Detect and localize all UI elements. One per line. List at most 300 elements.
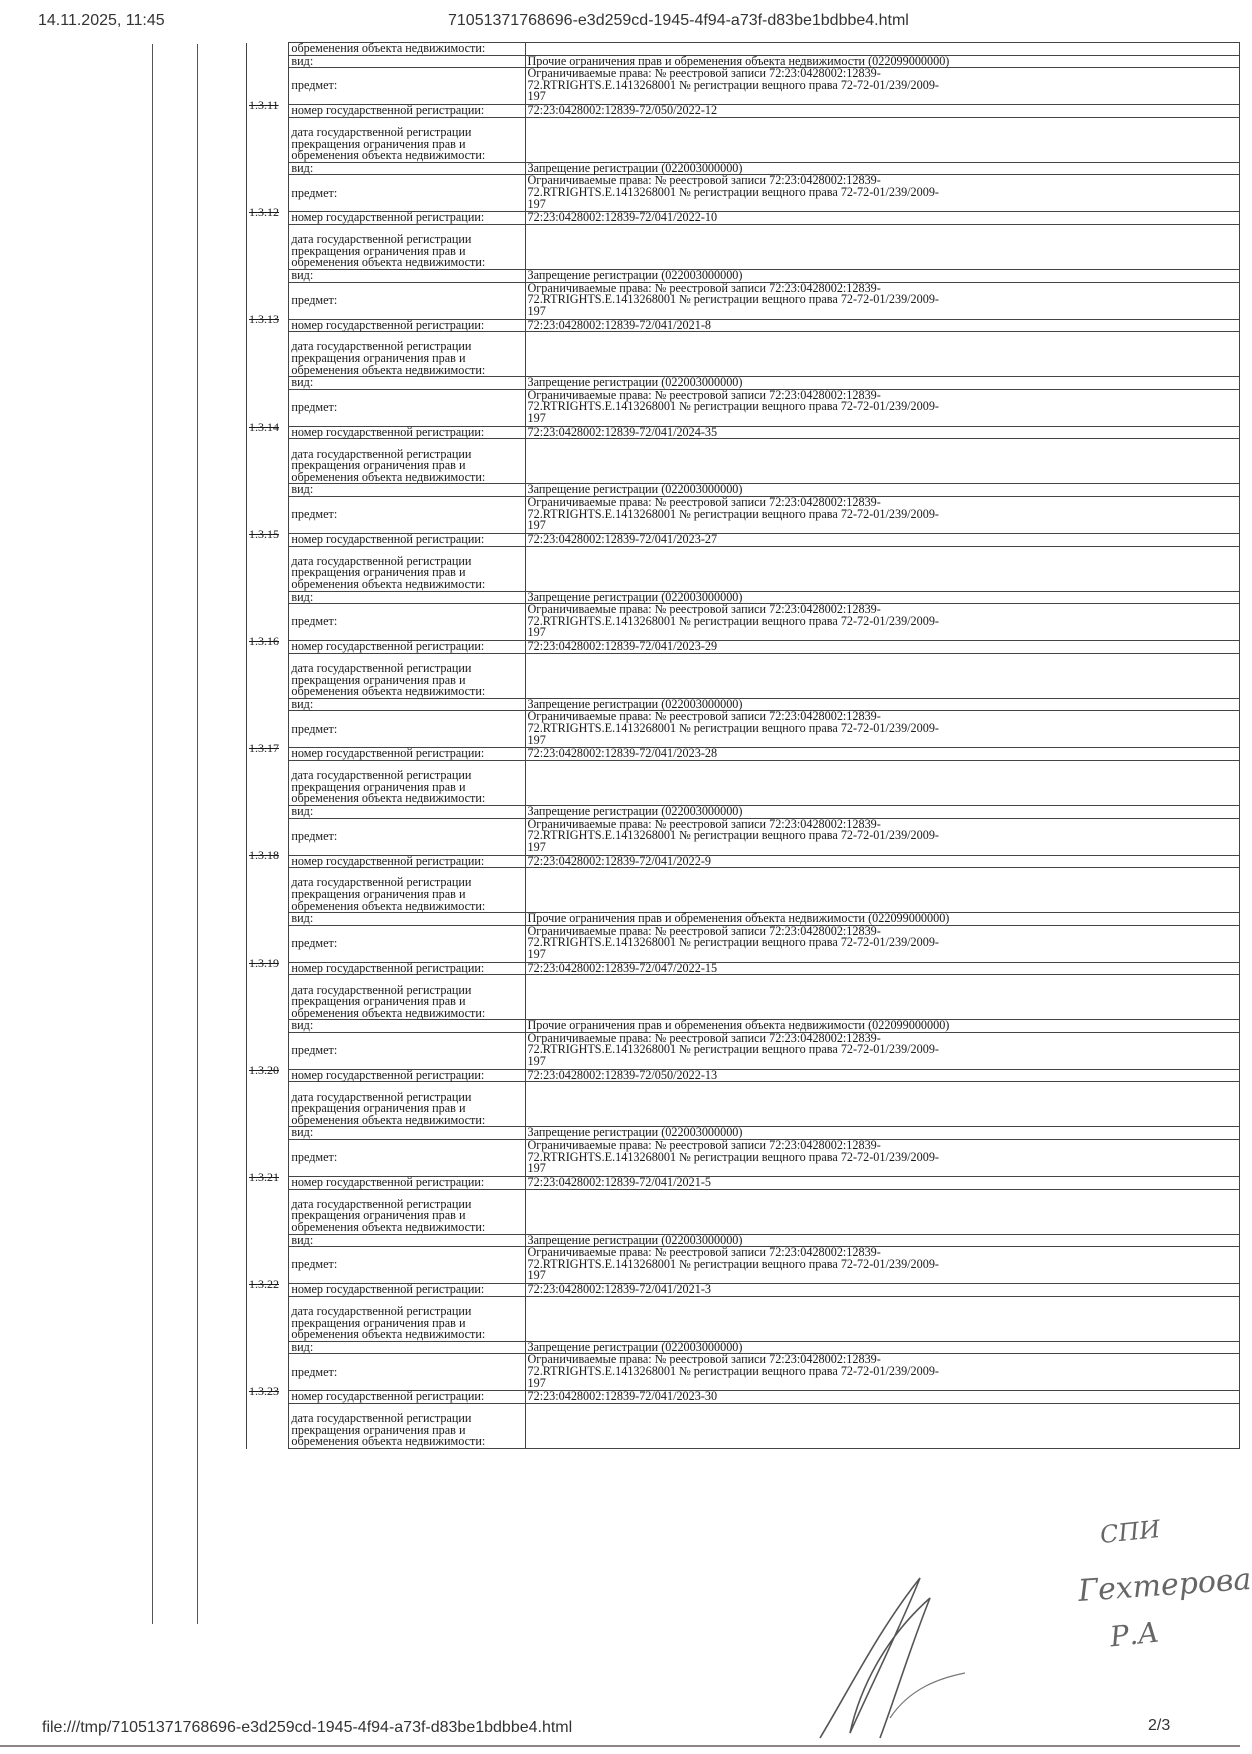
- data-value: [525, 224, 1240, 269]
- predmet-line: Ограничиваемые права: № реестровой записи 72:23:0428002:12839-: [527, 602, 881, 617]
- record-predmet-row: [247, 1354, 1240, 1391]
- predmet-label: предмет:: [289, 711, 525, 748]
- record-number-cell: [247, 1177, 289, 1190]
- vid-value: Прочие ограничения прав и обременения объекта недвижимости (022099000000): [525, 55, 1240, 68]
- handwritten-initials: Р.А: [1108, 1615, 1161, 1654]
- data-label-line: прекращения ограничения прав и: [291, 136, 466, 151]
- record-number-cell: [247, 1296, 289, 1341]
- record-nomer-row: [247, 748, 1240, 761]
- vid-value: Прочие ограничения прав и обременения объекта недвижимости (022099000000): [525, 1020, 1240, 1033]
- data-label-line: прекращения ограничения прав и: [291, 1208, 466, 1223]
- data-label: [289, 117, 525, 162]
- record-number-cell: [247, 760, 289, 805]
- vid-label: вид:: [289, 1341, 525, 1354]
- data-label: [289, 760, 525, 805]
- record-number-cell: [247, 55, 289, 68]
- vid-label: вид:: [289, 591, 525, 604]
- predmet-line: 197: [527, 839, 546, 854]
- predmet-value: [525, 1247, 1240, 1284]
- nomer-value: 72:23:0428002:12839-72/050/2022-12: [525, 105, 1240, 118]
- record-data-row: [247, 1404, 1240, 1449]
- record-number-cell: [247, 962, 289, 975]
- record-number: 1.3.13: [249, 312, 279, 327]
- record-number: 1.3.16: [249, 634, 279, 649]
- nomer-label: номер государственной регистрации:: [289, 426, 525, 439]
- data-label-line: прекращения ограничения прав и: [291, 779, 466, 794]
- predmet-line: Ограничиваемые права: № реестровой записи 72:23:0428002:12839-: [527, 923, 881, 938]
- nomer-label: номер государственной регистрации:: [289, 212, 525, 225]
- data-label-line: дата государственной регистрации: [291, 1089, 472, 1104]
- data-value: [525, 1296, 1240, 1341]
- nomer-value: 72:23:0428002:12839-72/041/2022-9: [525, 855, 1240, 868]
- record-number-cell: [247, 748, 289, 761]
- nomer-value: 72:23:0428002:12839-72/041/2024-35: [525, 426, 1240, 439]
- data-label-line: обременения объекта недвижимости:: [291, 148, 486, 163]
- data-value: [525, 1189, 1240, 1234]
- predmet-label: предмет:: [289, 1354, 525, 1391]
- predmet-value: [525, 818, 1240, 855]
- vid-label: вид:: [289, 1020, 525, 1033]
- data-label-line: обременения объекта недвижимости:: [291, 362, 486, 377]
- signature-mark: [790, 1568, 970, 1748]
- record-predmet-row: [247, 1247, 1240, 1284]
- vid-value: Запрещение регистрации (022003000000): [525, 1127, 1240, 1140]
- predmet-value: [525, 175, 1240, 212]
- predmet-line: Ограничиваемые права: № реестровой записи 72:23:0428002:12839-: [527, 709, 881, 724]
- record-number: 1.3.15: [249, 526, 279, 541]
- record-nomer-row: [247, 1069, 1240, 1082]
- record-number-cell: [247, 377, 289, 390]
- predmet-line: 197: [527, 196, 546, 211]
- record-number-cell: [247, 1234, 289, 1247]
- record-predmet-row: [247, 175, 1240, 212]
- predmet-line: 72.RTRIGHTS.E.1413268001 № регистрации вещного права 72-72-01/239/2009-: [527, 828, 939, 843]
- record-predmet-row: [247, 68, 1240, 105]
- data-value: [525, 653, 1240, 698]
- data-label-line: прекращения ограничения прав и: [291, 1101, 466, 1116]
- vid-value: Запрещение регистрации (022003000000): [525, 1234, 1240, 1247]
- data-label-line: обременения объекта недвижимости:: [291, 1005, 486, 1020]
- record-predmet-row: [247, 711, 1240, 748]
- record-number: 1.3.21: [249, 1169, 279, 1184]
- record-number-cell: [247, 546, 289, 591]
- record-number-cell: [247, 175, 289, 220]
- record-number-cell: [247, 496, 289, 541]
- data-value: [525, 1404, 1240, 1449]
- record-nomer-row: [247, 1177, 1240, 1190]
- record-number-cell: [247, 698, 289, 711]
- predmet-line: 72.RTRIGHTS.E.1413268001 № регистрации вещного права 72-72-01/239/2009-: [527, 184, 939, 199]
- data-label-line: дата государственной регистрации: [291, 125, 472, 139]
- print-datetime: 14.11.2025, 11:45: [38, 12, 165, 29]
- data-label: [289, 1404, 525, 1449]
- record-data-row: [247, 546, 1240, 591]
- data-label-line: прекращения ограничения прав и: [291, 458, 466, 473]
- vid-value: Запрещение регистрации (022003000000): [525, 1341, 1240, 1354]
- predmet-label: предмет:: [289, 1140, 525, 1177]
- record-number-cell: [247, 1284, 289, 1297]
- predmet-value: [525, 604, 1240, 641]
- data-value: [525, 760, 1240, 805]
- record-nomer-row: [247, 641, 1240, 654]
- record-number-cell: [247, 162, 289, 175]
- record-number-cell: [247, 282, 289, 327]
- data-label-line: дата государственной регистрации: [291, 446, 472, 461]
- record-nomer-row: [247, 1284, 1240, 1297]
- predmet-line: 72.RTRIGHTS.E.1413268001 № регистрации вещного права 72-72-01/239/2009-: [527, 1256, 939, 1271]
- record-number-cell: [247, 1341, 289, 1354]
- record-nomer-row: [247, 533, 1240, 546]
- predmet-line: Ограничиваемые права: № реестровой записи 72:23:0428002:12839-: [527, 173, 881, 188]
- predmet-label: предмет:: [289, 925, 525, 962]
- predmet-value: [525, 496, 1240, 533]
- nomer-label: номер государственной регистрации:: [289, 1391, 525, 1404]
- record-number-cell: [247, 653, 289, 698]
- record-data-row: [247, 224, 1240, 269]
- data-label: [289, 332, 525, 377]
- data-label-line: дата государственной регистрации: [291, 660, 472, 675]
- predmet-line: Ограничиваемые права: № реестровой записи 72:23:0428002:12839-: [527, 280, 881, 295]
- data-label-line: дата государственной регистрации: [291, 1304, 472, 1319]
- nomer-label: номер государственной регистрации:: [289, 533, 525, 546]
- record-data-row: [247, 868, 1240, 913]
- record-data-row: [247, 653, 1240, 698]
- margin-line-right: [197, 44, 198, 1624]
- predmet-value: [525, 1140, 1240, 1177]
- record-number: 1.3.17: [249, 741, 279, 756]
- record-number-cell: [247, 1247, 289, 1292]
- record-number-cell: [247, 332, 289, 377]
- top-fragment-label: обременения объекта недвижимости:: [289, 43, 525, 56]
- record-data-row: [247, 1082, 1240, 1127]
- handwritten-note: СПИ: [1098, 1514, 1162, 1550]
- data-label: [289, 546, 525, 591]
- data-label: [289, 975, 525, 1020]
- record-number-cell: [247, 224, 289, 269]
- record-nomer-row: [247, 855, 1240, 868]
- record-number-cell: [247, 212, 289, 225]
- handwritten-name: Гехтерова: [1076, 1561, 1252, 1610]
- data-label-line: обременения объекта недвижимости:: [291, 684, 486, 699]
- margin-line-left: [152, 44, 153, 1624]
- record-data-row: [247, 439, 1240, 484]
- data-label-line: дата государственной регистрации: [291, 875, 472, 890]
- data-label: [289, 653, 525, 698]
- record-number: 1.3.20: [249, 1062, 279, 1077]
- predmet-value: [525, 282, 1240, 319]
- record-number-cell: [247, 1404, 289, 1449]
- data-label-line: обременения объекта недвижимости:: [291, 1434, 486, 1449]
- predmet-line: Ограничиваемые права: № реестровой записи 72:23:0428002:12839-: [527, 1245, 881, 1260]
- record-number-cell: [247, 591, 289, 604]
- nomer-value: 72:23:0428002:12839-72/050/2022-13: [525, 1069, 1240, 1082]
- data-label-line: прекращения ограничения прав и: [291, 243, 466, 258]
- predmet-label: предмет:: [289, 175, 525, 212]
- data-label-line: обременения объекта недвижимости:: [291, 898, 486, 913]
- data-value: [525, 117, 1240, 162]
- record-number-cell: [247, 269, 289, 282]
- print-url: file:///tmp/71051371768696-e3d259cd-1945-4f94-a73f-d83be1bdbbe4.html: [42, 1719, 573, 1736]
- record-predmet-row: [247, 604, 1240, 641]
- record-number-cell: [247, 1189, 289, 1234]
- nomer-value: 72:23:0428002:12839-72/041/2021-8: [525, 319, 1240, 332]
- vid-label: вид:: [289, 162, 525, 175]
- predmet-line: 197: [527, 625, 546, 640]
- data-value: [525, 546, 1240, 591]
- nomer-label: номер государственной регистрации:: [289, 641, 525, 654]
- data-label-line: обременения объекта недвижимости:: [291, 1327, 486, 1342]
- record-number-cell: [247, 855, 289, 868]
- record-number-cell: [247, 1069, 289, 1082]
- record-number-cell: [247, 319, 289, 332]
- record-number-cell: [247, 1082, 289, 1127]
- encumbrance-table: [246, 42, 1240, 1449]
- bottom-rule: [0, 1745, 1240, 1747]
- predmet-label: предмет:: [289, 389, 525, 426]
- record-data-row: [247, 117, 1240, 162]
- record-number-cell: [247, 805, 289, 818]
- data-label-line: дата государственной регистрации: [291, 339, 472, 354]
- data-value: [525, 868, 1240, 913]
- data-label-line: обременения объекта недвижимости:: [291, 1112, 486, 1127]
- predmet-line: Ограничиваемые права: № реестровой записи 72:23:0428002:12839-: [527, 1352, 881, 1367]
- record-predmet-row: [247, 1140, 1240, 1177]
- predmet-line: 72.RTRIGHTS.E.1413268001 № регистрации вещного права 72-72-01/239/2009-: [527, 1042, 939, 1057]
- nomer-value: 72:23:0428002:12839-72/041/2023-29: [525, 641, 1240, 654]
- record-nomer-row: [247, 962, 1240, 975]
- data-label-line: прекращения ограничения прав и: [291, 350, 466, 365]
- record-number-cell: [247, 1354, 289, 1399]
- predmet-line: Ограничиваемые права: № реестровой записи 72:23:0428002:12839-: [527, 1030, 881, 1045]
- nomer-label: номер государственной регистрации:: [289, 105, 525, 118]
- data-value: [525, 1082, 1240, 1127]
- data-label-line: дата государственной регистрации: [291, 768, 472, 783]
- data-label: [289, 224, 525, 269]
- data-label-line: прекращения ограничения прав и: [291, 565, 466, 580]
- predmet-line: Ограничиваемые права: № реестровой записи 72:23:0428002:12839-: [527, 66, 881, 81]
- record-predmet-row: [247, 1032, 1240, 1069]
- data-label-line: обременения объекта недвижимости:: [291, 791, 486, 806]
- nomer-label: номер государственной регистрации:: [289, 855, 525, 868]
- predmet-value: [525, 1354, 1240, 1391]
- record-number: 1.3.18: [249, 848, 279, 863]
- predmet-label: предмет:: [289, 68, 525, 105]
- predmet-line: Ограничиваемые права: № реестровой записи 72:23:0428002:12839-: [527, 1138, 881, 1153]
- record-number: 1.3.22: [249, 1277, 279, 1292]
- record-number-cell: [247, 1032, 289, 1077]
- predmet-line: 197: [527, 518, 546, 533]
- print-filename: 71051371768696-e3d259cd-1945-4f94-a73f-d83be1bdbbe4.html: [448, 12, 909, 29]
- data-label: [289, 1296, 525, 1341]
- data-label-line: прекращения ограничения прав и: [291, 672, 466, 687]
- record-number: 1.3.14: [249, 419, 279, 434]
- data-label-line: обременения объекта недвижимости:: [291, 469, 486, 484]
- predmet-line: 197: [527, 89, 546, 104]
- data-label-line: прекращения ограничения прав и: [291, 886, 466, 901]
- vid-value: Прочие ограничения прав и обременения объекта недвижимости (022099000000): [525, 913, 1240, 926]
- record-number-cell: [247, 484, 289, 497]
- predmet-line: 72.RTRIGHTS.E.1413268001 № регистрации вещного права 72-72-01/239/2009-: [527, 77, 939, 92]
- nomer-value: 72:23:0428002:12839-72/041/2021-3: [525, 1284, 1240, 1297]
- data-value: [525, 975, 1240, 1020]
- vid-label: вид:: [289, 913, 525, 926]
- predmet-value: [525, 925, 1240, 962]
- vid-label: вид:: [289, 1234, 525, 1247]
- vid-label: вид:: [289, 698, 525, 711]
- predmet-line: 197: [527, 1375, 546, 1390]
- record-number: 1.3.12: [249, 205, 279, 220]
- predmet-line: 72.RTRIGHTS.E.1413268001 № регистрации вещного права 72-72-01/239/2009-: [527, 613, 939, 628]
- record-number: 1.3.19: [249, 955, 279, 970]
- predmet-line: 197: [527, 732, 546, 747]
- vid-value: Запрещение регистрации (022003000000): [525, 805, 1240, 818]
- nomer-value: 72:23:0428002:12839-72/041/2021-5: [525, 1177, 1240, 1190]
- predmet-line: Ограничиваемые права: № реестровой записи 72:23:0428002:12839-: [527, 494, 881, 509]
- predmet-value: [525, 711, 1240, 748]
- predmet-line: 197: [527, 946, 546, 961]
- record-nomer-row: [247, 319, 1240, 332]
- record-nomer-row: [247, 426, 1240, 439]
- data-label-line: прекращения ограничения прав и: [291, 994, 466, 1009]
- data-value: [525, 332, 1240, 377]
- record-number-cell: [247, 439, 289, 484]
- data-label-line: обременения объекта недвижимости:: [291, 1220, 486, 1235]
- record-number-cell: [247, 1020, 289, 1033]
- predmet-value: [525, 389, 1240, 426]
- nomer-value: 72:23:0428002:12839-72/041/2023-27: [525, 533, 1240, 546]
- predmet-value: [525, 68, 1240, 105]
- record-number: 1.3.23: [249, 1384, 279, 1399]
- record-number: 1.3.11: [249, 98, 279, 113]
- record-number-cell: [247, 117, 289, 162]
- record-number-cell: [247, 43, 289, 56]
- record-data-row: [247, 975, 1240, 1020]
- record-number-cell: [247, 389, 289, 434]
- data-label: [289, 439, 525, 484]
- record-number-cell: [247, 975, 289, 1020]
- nomer-label: номер государственной регистрации:: [289, 962, 525, 975]
- nomer-value: 72:23:0428002:12839-72/041/2023-30: [525, 1391, 1240, 1404]
- predmet-line: 72.RTRIGHTS.E.1413268001 № регистрации вещного права 72-72-01/239/2009-: [527, 292, 939, 307]
- nomer-value: 72:23:0428002:12839-72/047/2022-15: [525, 962, 1240, 975]
- data-value: [525, 439, 1240, 484]
- record-nomer-row: [247, 212, 1240, 225]
- data-label: [289, 868, 525, 913]
- data-label-line: дата государственной регистрации: [291, 553, 472, 568]
- data-label: [289, 1189, 525, 1234]
- nomer-label: номер государственной регистрации:: [289, 319, 525, 332]
- vid-label: вид:: [289, 269, 525, 282]
- data-label-line: прекращения ограничения прав и: [291, 1422, 466, 1437]
- record-number-cell: [247, 1127, 289, 1140]
- data-label-line: дата государственной регистрации: [291, 1411, 472, 1426]
- record-number-cell: [247, 533, 289, 546]
- vid-label: вид:: [289, 377, 525, 390]
- vid-value: Запрещение регистрации (022003000000): [525, 698, 1240, 711]
- vid-value: Запрещение регистрации (022003000000): [525, 591, 1240, 604]
- record-nomer-row: [247, 1391, 1240, 1404]
- data-label-line: обременения объекта недвижимости:: [291, 255, 486, 270]
- predmet-line: 197: [527, 410, 546, 425]
- data-label-line: обременения объекта недвижимости:: [291, 576, 486, 591]
- predmet-line: Ограничиваемые права: № реестровой записи 72:23:0428002:12839-: [527, 387, 881, 402]
- record-predmet-row: [247, 282, 1240, 319]
- record-data-row: [247, 760, 1240, 805]
- vid-value: Запрещение регистрации (022003000000): [525, 162, 1240, 175]
- predmet-label: предмет:: [289, 1032, 525, 1069]
- predmet-line: 72.RTRIGHTS.E.1413268001 № регистрации вещного права 72-72-01/239/2009-: [527, 720, 939, 735]
- nomer-label: номер государственной регистрации:: [289, 748, 525, 761]
- data-label-line: дата государственной регистрации: [291, 1196, 472, 1211]
- predmet-value: [525, 1032, 1240, 1069]
- record-predmet-row: [247, 818, 1240, 855]
- record-number-cell: [247, 913, 289, 926]
- data-label-line: дата государственной регистрации: [291, 232, 472, 247]
- record-number-cell: [247, 426, 289, 439]
- record-nomer-row: [247, 105, 1240, 118]
- record-data-row: [247, 1296, 1240, 1341]
- predmet-line: 72.RTRIGHTS.E.1413268001 № регистрации вещного права 72-72-01/239/2009-: [527, 1149, 939, 1164]
- vid-label: вид:: [289, 805, 525, 818]
- record-number-cell: [247, 105, 289, 118]
- record-number-cell: [247, 711, 289, 756]
- predmet-line: 72.RTRIGHTS.E.1413268001 № регистрации вещного права 72-72-01/239/2009-: [527, 1364, 939, 1379]
- record-number-cell: [247, 641, 289, 654]
- record-data-row: [247, 1189, 1240, 1234]
- nomer-label: номер государственной регистрации:: [289, 1069, 525, 1082]
- predmet-label: предмет:: [289, 1247, 525, 1284]
- record-number-cell: [247, 604, 289, 649]
- predmet-line: 197: [527, 303, 546, 318]
- predmet-line: 72.RTRIGHTS.E.1413268001 № регистрации вещного права 72-72-01/239/2009-: [527, 506, 939, 521]
- record-number-cell: [247, 868, 289, 913]
- record-number-cell: [247, 68, 289, 113]
- record-data-row: [247, 332, 1240, 377]
- record-predmet-row: [247, 925, 1240, 962]
- vid-value: Запрещение регистрации (022003000000): [525, 484, 1240, 497]
- predmet-line: 72.RTRIGHTS.E.1413268001 № регистрации вещного права 72-72-01/239/2009-: [527, 399, 939, 414]
- nomer-label: номер государственной регистрации:: [289, 1177, 525, 1190]
- nomer-value: 72:23:0428002:12839-72/041/2023-28: [525, 748, 1240, 761]
- nomer-label: номер государственной регистрации:: [289, 1284, 525, 1297]
- predmet-line: 72.RTRIGHTS.E.1413268001 № регистрации вещного права 72-72-01/239/2009-: [527, 935, 939, 950]
- data-label-line: дата государственной регистрации: [291, 982, 472, 997]
- data-label-line: прекращения ограничения прав и: [291, 1315, 466, 1330]
- vid-label: вид:: [289, 1127, 525, 1140]
- record-predmet-row: [247, 496, 1240, 533]
- predmet-label: предмет:: [289, 282, 525, 319]
- data-label: [289, 1082, 525, 1127]
- predmet-label: предмет:: [289, 818, 525, 855]
- vid-label: вид:: [289, 55, 525, 68]
- record-number-cell: [247, 818, 289, 863]
- record-number-cell: [247, 925, 289, 970]
- predmet-label: предмет:: [289, 604, 525, 641]
- page-number: 2/3: [1148, 1717, 1171, 1734]
- predmet-line: 197: [527, 1161, 546, 1176]
- predmet-label: предмет:: [289, 496, 525, 533]
- predmet-line: 197: [527, 1054, 546, 1069]
- vid-value: Запрещение регистрации (022003000000): [525, 269, 1240, 282]
- vid-value: Запрещение регистрации (022003000000): [525, 377, 1240, 390]
- nomer-value: 72:23:0428002:12839-72/041/2022-10: [525, 212, 1240, 225]
- predmet-line: Ограничиваемые права: № реестровой записи 72:23:0428002:12839-: [527, 816, 881, 831]
- record-number-cell: [247, 1391, 289, 1404]
- record-predmet-row: [247, 389, 1240, 426]
- record-number-cell: [247, 1140, 289, 1184]
- vid-label: вид:: [289, 484, 525, 497]
- predmet-line: 197: [527, 1268, 546, 1283]
